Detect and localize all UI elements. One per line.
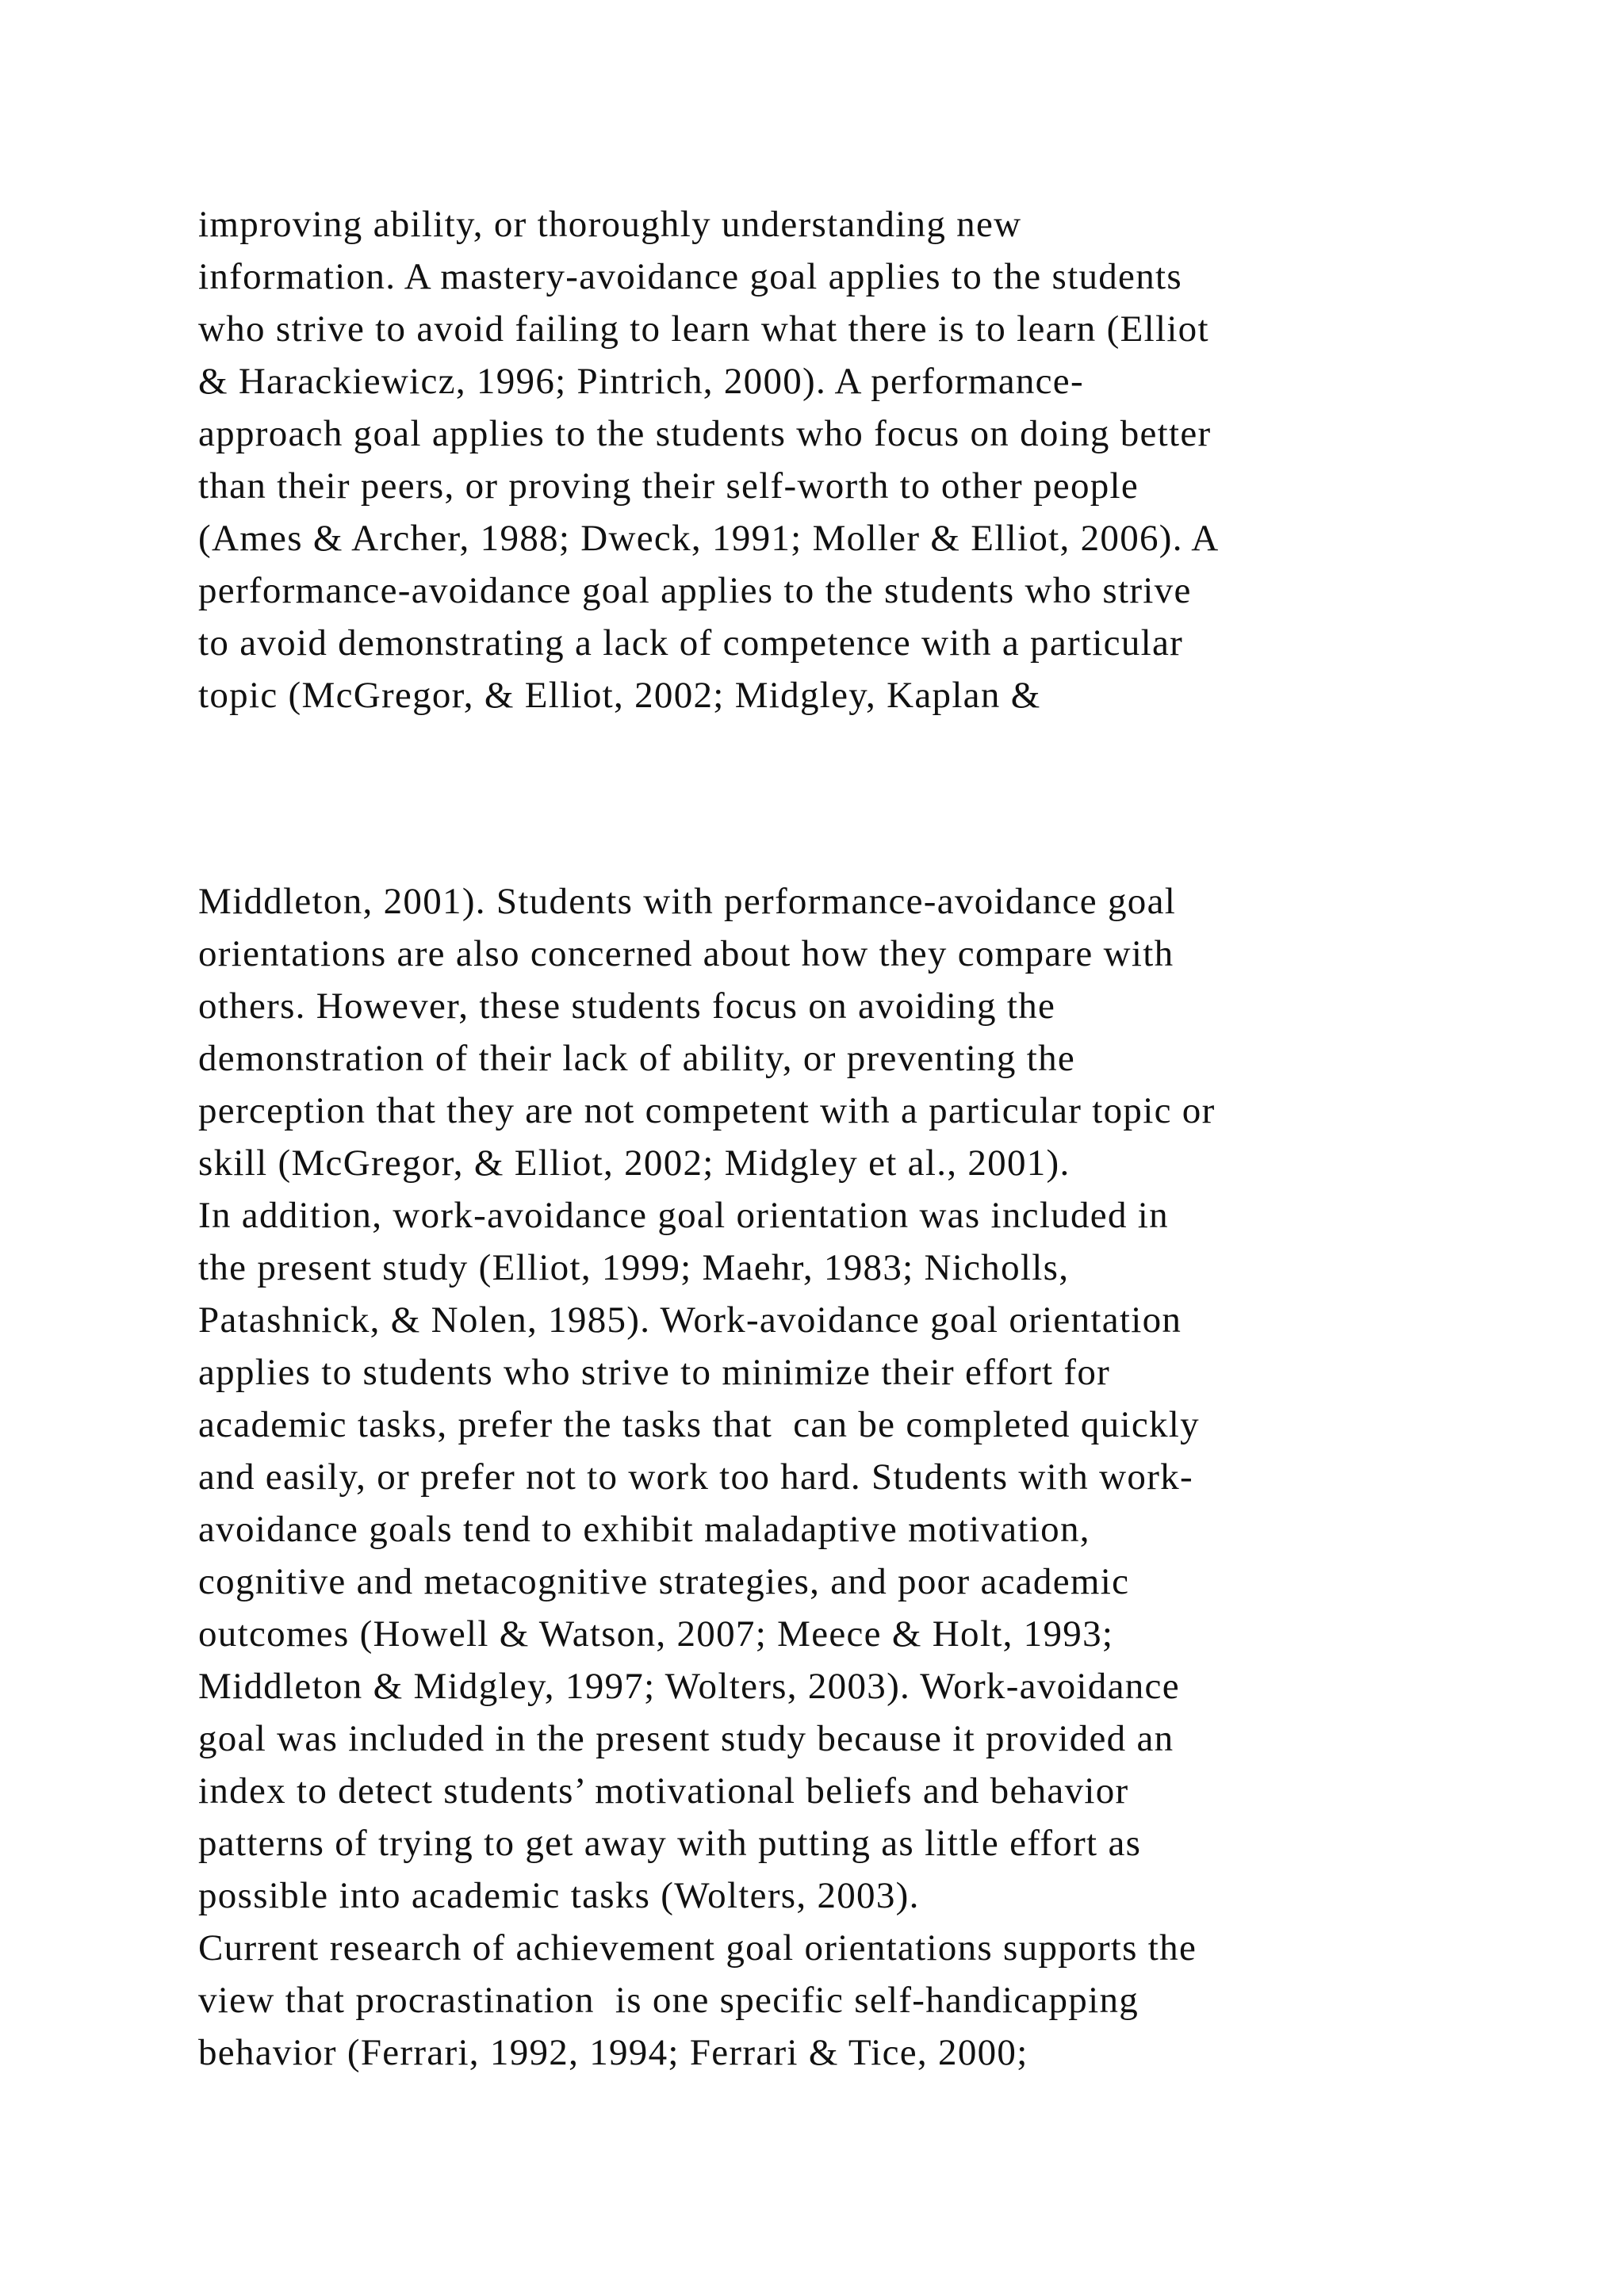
- text-line: cognitive and metacognitive strategies, and poor academic: [198, 1561, 1130, 1602]
- text-line: performance-avoidance goal applies to the students who strive: [198, 570, 1192, 611]
- text-line: Patashnick, & Nolen, 1985). Work-avoidance goal orientation: [198, 1299, 1182, 1341]
- text-line: Middleton & Midgley, 1997; Wolters, 2003). Work-avoidance: [198, 1666, 1180, 1707]
- text-line: Middleton, 2001). Students with performance-avoidance goal: [198, 881, 1177, 922]
- text-line: demonstration of their lack of ability, or preventing the: [198, 1038, 1076, 1079]
- paragraph-start-line: Current research of achievement goal orientations supports the: [198, 1927, 1197, 1969]
- text-line: approach goal applies to the students who focus on doing better: [198, 413, 1212, 454]
- text-line: academic tasks, prefer the tasks that can be completed quickly: [198, 1404, 1200, 1445]
- text-line: than their peers, or proving their self-worth to other people: [198, 465, 1139, 507]
- text-line: orientations are also concerned about how they compare with: [198, 933, 1174, 974]
- text-line: index to detect students’ motivational beliefs and behavior: [198, 1770, 1129, 1812]
- text-line: and easily, or prefer not to work too hard. Students with work-: [198, 1456, 1193, 1498]
- text-line: behavior (Ferrari, 1992, 1994; Ferrari & Tice, 2000;: [198, 2032, 1028, 2073]
- text-block-main: [198, 875, 1451, 2079]
- text-line: skill (McGregor, & Elliot, 2002; Midgley et al., 2001).: [198, 1142, 1071, 1184]
- text-line: the present study (Elliot, 1999; Maehr, 1983; Nicholls,: [198, 1247, 1070, 1288]
- text-line: possible into academic tasks (Wolters, 2003).: [198, 1875, 920, 1916]
- text-line: who strive to avoid failing to learn what there is to learn (Elliot: [198, 308, 1209, 350]
- text-line: (Ames & Archer, 1988; Dweck, 1991; Moller & Elliot, 2006). A: [198, 518, 1220, 559]
- text-block-continuation: [198, 198, 1451, 721]
- text-line: to avoid demonstrating a lack of competence with a particular: [198, 622, 1184, 664]
- text-line: topic (McGregor, & Elliot, 2002; Midgley, Kaplan &: [198, 675, 1041, 716]
- text-line: patterns of trying to get away with putting as little effort as: [198, 1823, 1142, 1864]
- text-line: perception that they are not competent with a particular topic or: [198, 1090, 1216, 1131]
- text-line: avoidance goals tend to exhibit maladaptive motivation,: [198, 1509, 1090, 1550]
- text-line: goal was included in the present study because it provided an: [198, 1718, 1174, 1759]
- paragraph-start-line: In addition, work-avoidance goal orientation was included in: [198, 1195, 1169, 1236]
- text-line: outcomes (Howell & Watson, 2007; Meece & Holt, 1993;: [198, 1613, 1114, 1655]
- text-line: others. However, these students focus on avoiding the: [198, 985, 1056, 1027]
- text-line: & Harackiewicz, 1996; Pintrich, 2000). A performance-: [198, 361, 1084, 402]
- text-line: applies to students who strive to minimize their effort for: [198, 1352, 1111, 1393]
- text-line: view that procrastination is one specific self-handicapping: [198, 1980, 1139, 2021]
- text-line: improving ability, or thoroughly understanding new: [198, 204, 1022, 245]
- text-line: information. A mastery-avoidance goal applies to the students: [198, 256, 1182, 297]
